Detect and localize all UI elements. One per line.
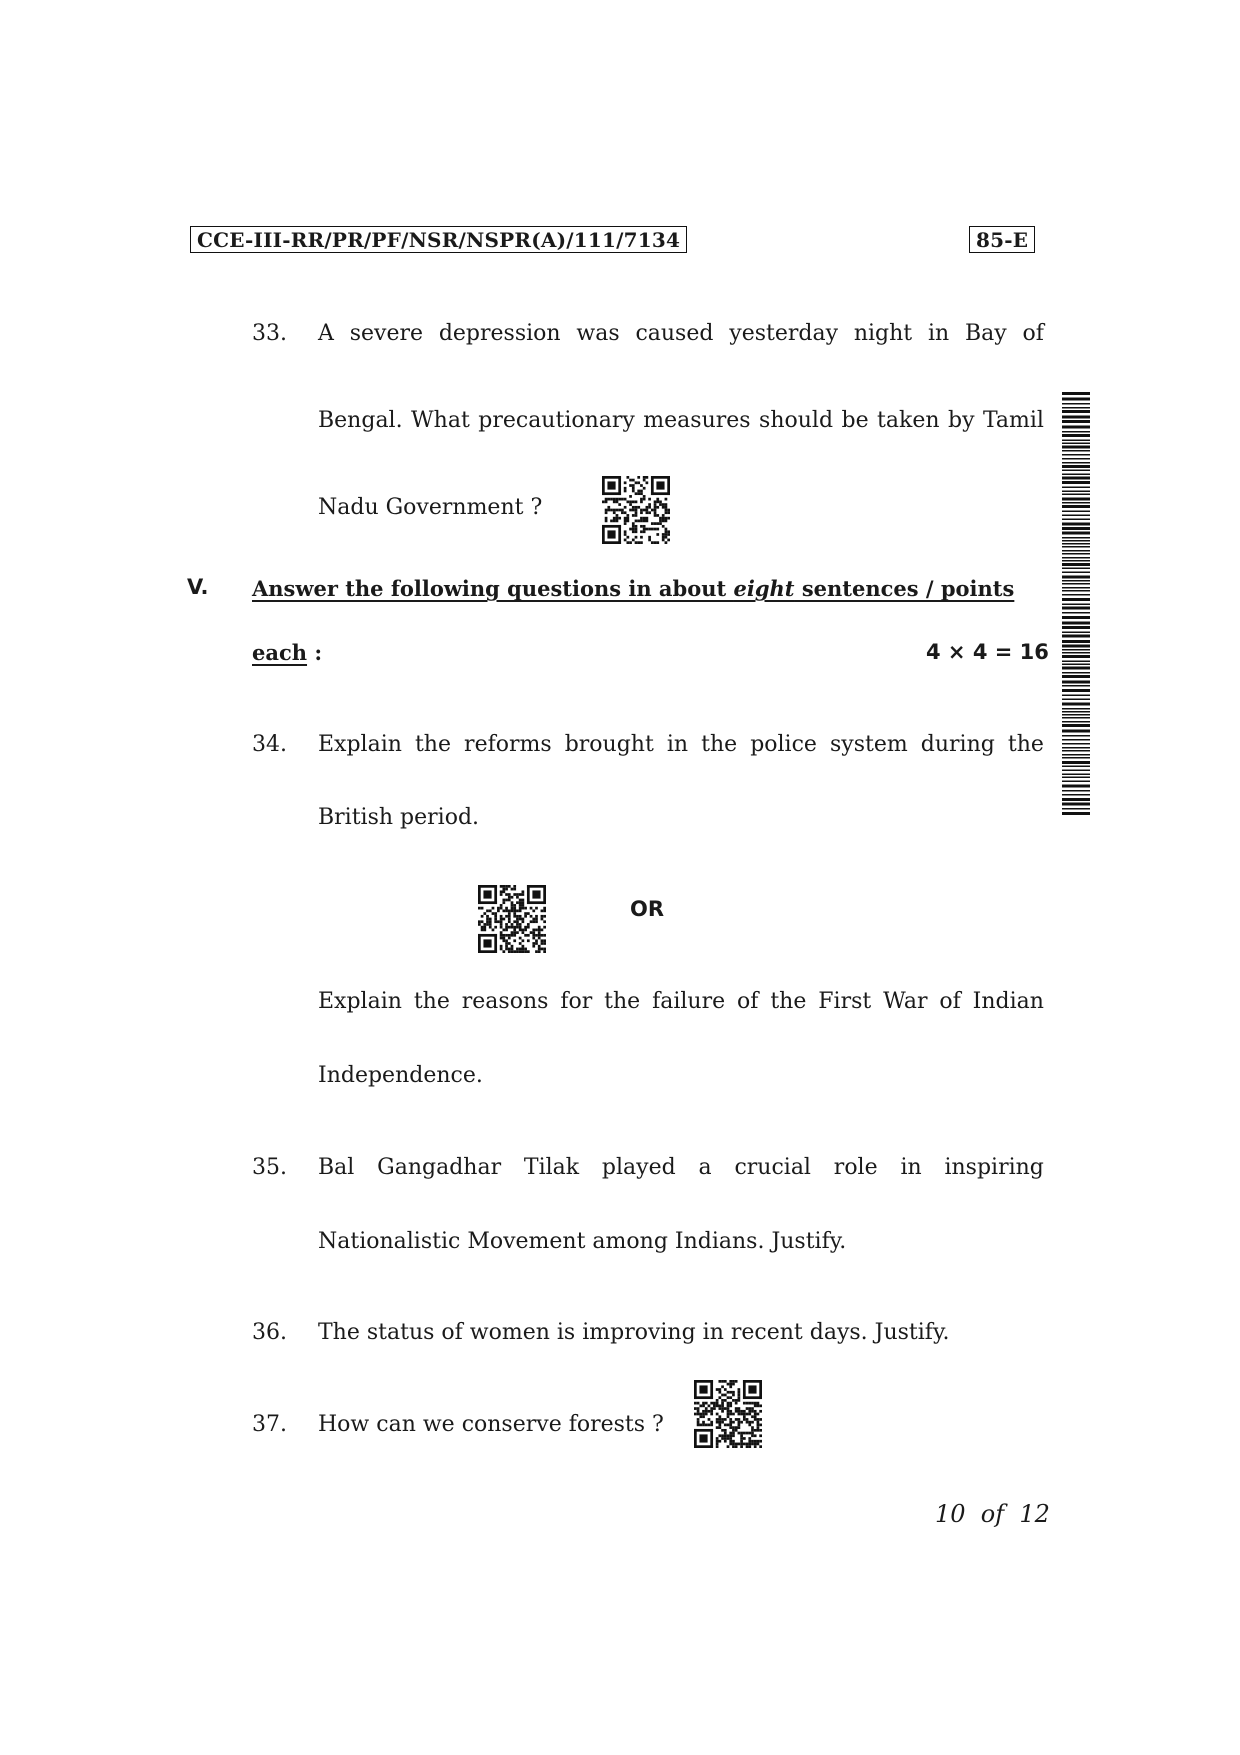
q33-number: 33. xyxy=(252,321,287,346)
word: the xyxy=(413,989,450,1014)
word: caused xyxy=(635,321,714,346)
word: inspiring xyxy=(944,1155,1044,1180)
or-label: OR xyxy=(630,897,665,921)
word: Explain xyxy=(318,989,402,1014)
word: of xyxy=(737,989,759,1014)
word: night xyxy=(853,321,913,346)
q33-line3: Nadu Government ? xyxy=(318,495,543,520)
word: Bengal. xyxy=(318,408,403,433)
instruction-each: each xyxy=(252,640,308,665)
word: What xyxy=(411,408,470,433)
word: First xyxy=(818,989,872,1014)
word: Tamil xyxy=(982,408,1044,433)
section-instruction-line2: each : xyxy=(252,640,323,665)
word: by xyxy=(947,408,975,433)
section-marks: 4 × 4 = 16 xyxy=(926,640,1049,664)
q35-line2: Nationalistic Movement among Indians. Justify. xyxy=(318,1229,847,1254)
q34-line2: British period. xyxy=(318,805,480,830)
word: reasons xyxy=(461,989,549,1014)
q34-alt-line1 xyxy=(318,988,1044,1016)
q35-line1 xyxy=(318,1154,1044,1182)
word: the xyxy=(604,989,641,1014)
word: Bal xyxy=(318,1155,355,1180)
word: taken xyxy=(877,408,940,433)
q37-text: How can we conserve forests ? xyxy=(318,1412,664,1437)
word: was xyxy=(576,321,620,346)
word: Indian xyxy=(972,989,1044,1014)
q34-alt-line2: Independence. xyxy=(318,1063,483,1088)
word: Explain xyxy=(318,732,402,757)
word: reforms xyxy=(464,732,552,757)
section-number: V. xyxy=(187,575,209,599)
word: the xyxy=(414,732,451,757)
q34-line1 xyxy=(318,731,1044,759)
word: Tilak xyxy=(523,1155,580,1180)
word: role xyxy=(833,1155,878,1180)
word: War xyxy=(883,989,928,1014)
word: the xyxy=(1007,732,1044,757)
word: the xyxy=(701,732,738,757)
page-number: 10 of 12 xyxy=(935,1500,1050,1528)
word: measures xyxy=(643,408,751,433)
word: in xyxy=(927,321,950,346)
q36-text: The status of women is improving in recent days. Justify. xyxy=(318,1320,950,1345)
qr-code-q33 xyxy=(602,476,670,544)
q34-number: 34. xyxy=(252,732,287,757)
subject-code: 85-E xyxy=(969,226,1035,253)
word: Gangadhar xyxy=(377,1155,502,1180)
q33-line1 xyxy=(318,320,1044,348)
word: in xyxy=(666,732,689,757)
word: in xyxy=(900,1155,922,1180)
instruction-text: Answer the following questions in about eight sentences / points xyxy=(252,576,1015,601)
word: of xyxy=(1022,321,1044,346)
word: of xyxy=(939,989,961,1014)
word: during xyxy=(920,732,995,757)
word: for xyxy=(560,989,593,1014)
word: Bay xyxy=(964,321,1007,346)
word: system xyxy=(829,732,908,757)
q36-number: 36. xyxy=(252,1320,287,1345)
qr-code-q37 xyxy=(694,1380,762,1448)
word: brought xyxy=(564,732,654,757)
section-instruction xyxy=(252,575,1044,603)
word: police xyxy=(750,732,817,757)
q35-number: 35. xyxy=(252,1155,287,1180)
word: failure xyxy=(652,989,726,1014)
qr-code-q34 xyxy=(478,885,546,953)
q33-line2 xyxy=(318,407,1044,435)
word: a xyxy=(698,1155,712,1180)
word: depression xyxy=(438,321,561,346)
word: A xyxy=(318,321,334,346)
q37-number: 37. xyxy=(252,1412,287,1437)
word: should xyxy=(759,408,834,433)
word: the xyxy=(770,989,807,1014)
word: yesterday xyxy=(729,321,839,346)
word: be xyxy=(841,408,869,433)
word: severe xyxy=(349,321,423,346)
paper-code: CCE-III-RR/PR/PF/NSR/NSPR(A)/111/7134 xyxy=(190,226,687,253)
word: crucial xyxy=(734,1155,811,1180)
word: played xyxy=(601,1155,676,1180)
word: precautionary xyxy=(478,408,635,433)
side-barcode xyxy=(1062,392,1090,817)
